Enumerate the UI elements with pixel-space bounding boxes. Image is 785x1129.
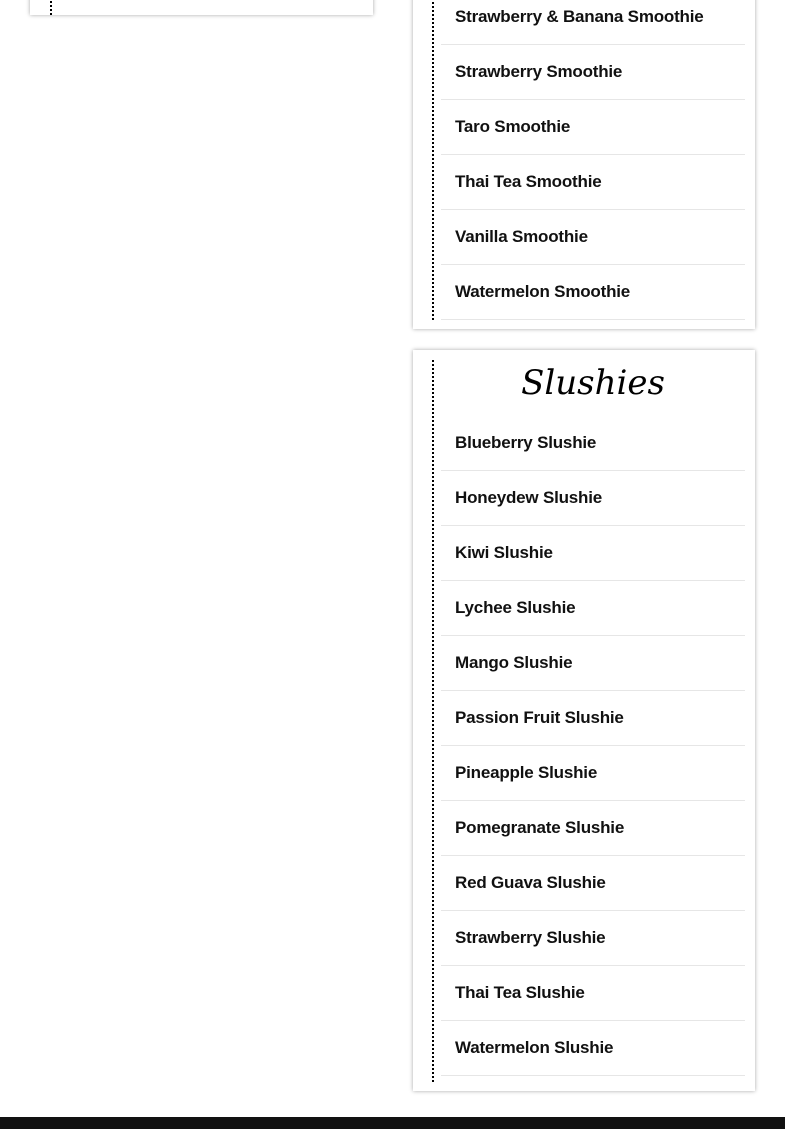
menu-item[interactable]: Thai Tea Smoothie <box>441 155 745 210</box>
section-title: Slushies <box>521 363 665 403</box>
smoothies-menu-panel <box>413 0 755 329</box>
menu-item[interactable]: Red Guava Slushie <box>441 856 745 911</box>
dotted-rule <box>432 360 434 1082</box>
menu-item[interactable]: Strawberry Slushie <box>441 911 745 966</box>
menu-item[interactable]: Pomegranate Slushie <box>441 801 745 856</box>
smoothies-list <box>441 0 745 320</box>
menu-item[interactable]: Strawberry & Banana Smoothie <box>441 0 745 45</box>
footer-bar <box>0 1117 785 1129</box>
menu-item[interactable]: Honeydew Slushie <box>441 471 745 526</box>
menu-item[interactable]: Taro Smoothie <box>441 100 745 155</box>
menu-item[interactable]: Strawberry Smoothie <box>441 45 745 100</box>
slushies-menu-panel <box>413 350 755 1091</box>
menu-item[interactable]: Kiwi Slushie <box>441 526 745 581</box>
dotted-rule <box>432 0 434 320</box>
dotted-rule <box>50 0 52 15</box>
menu-item[interactable]: Blueberry Slushie <box>441 416 745 471</box>
menu-item[interactable]: Watermelon Smoothie <box>441 265 745 320</box>
slushies-list <box>441 416 745 1076</box>
menu-item[interactable]: Vanilla Smoothie <box>441 210 745 265</box>
menu-item[interactable]: Lychee Slushie <box>441 581 745 636</box>
menu-item[interactable]: Thai Tea Slushie <box>441 966 745 1021</box>
menu-item[interactable]: Mango Slushie <box>441 636 745 691</box>
menu-item[interactable]: Pineapple Slushie <box>441 746 745 801</box>
menu-item[interactable]: Passion Fruit Slushie <box>441 691 745 746</box>
left-menu-panel <box>30 0 373 15</box>
menu-item[interactable]: Watermelon Slushie <box>441 1021 745 1076</box>
